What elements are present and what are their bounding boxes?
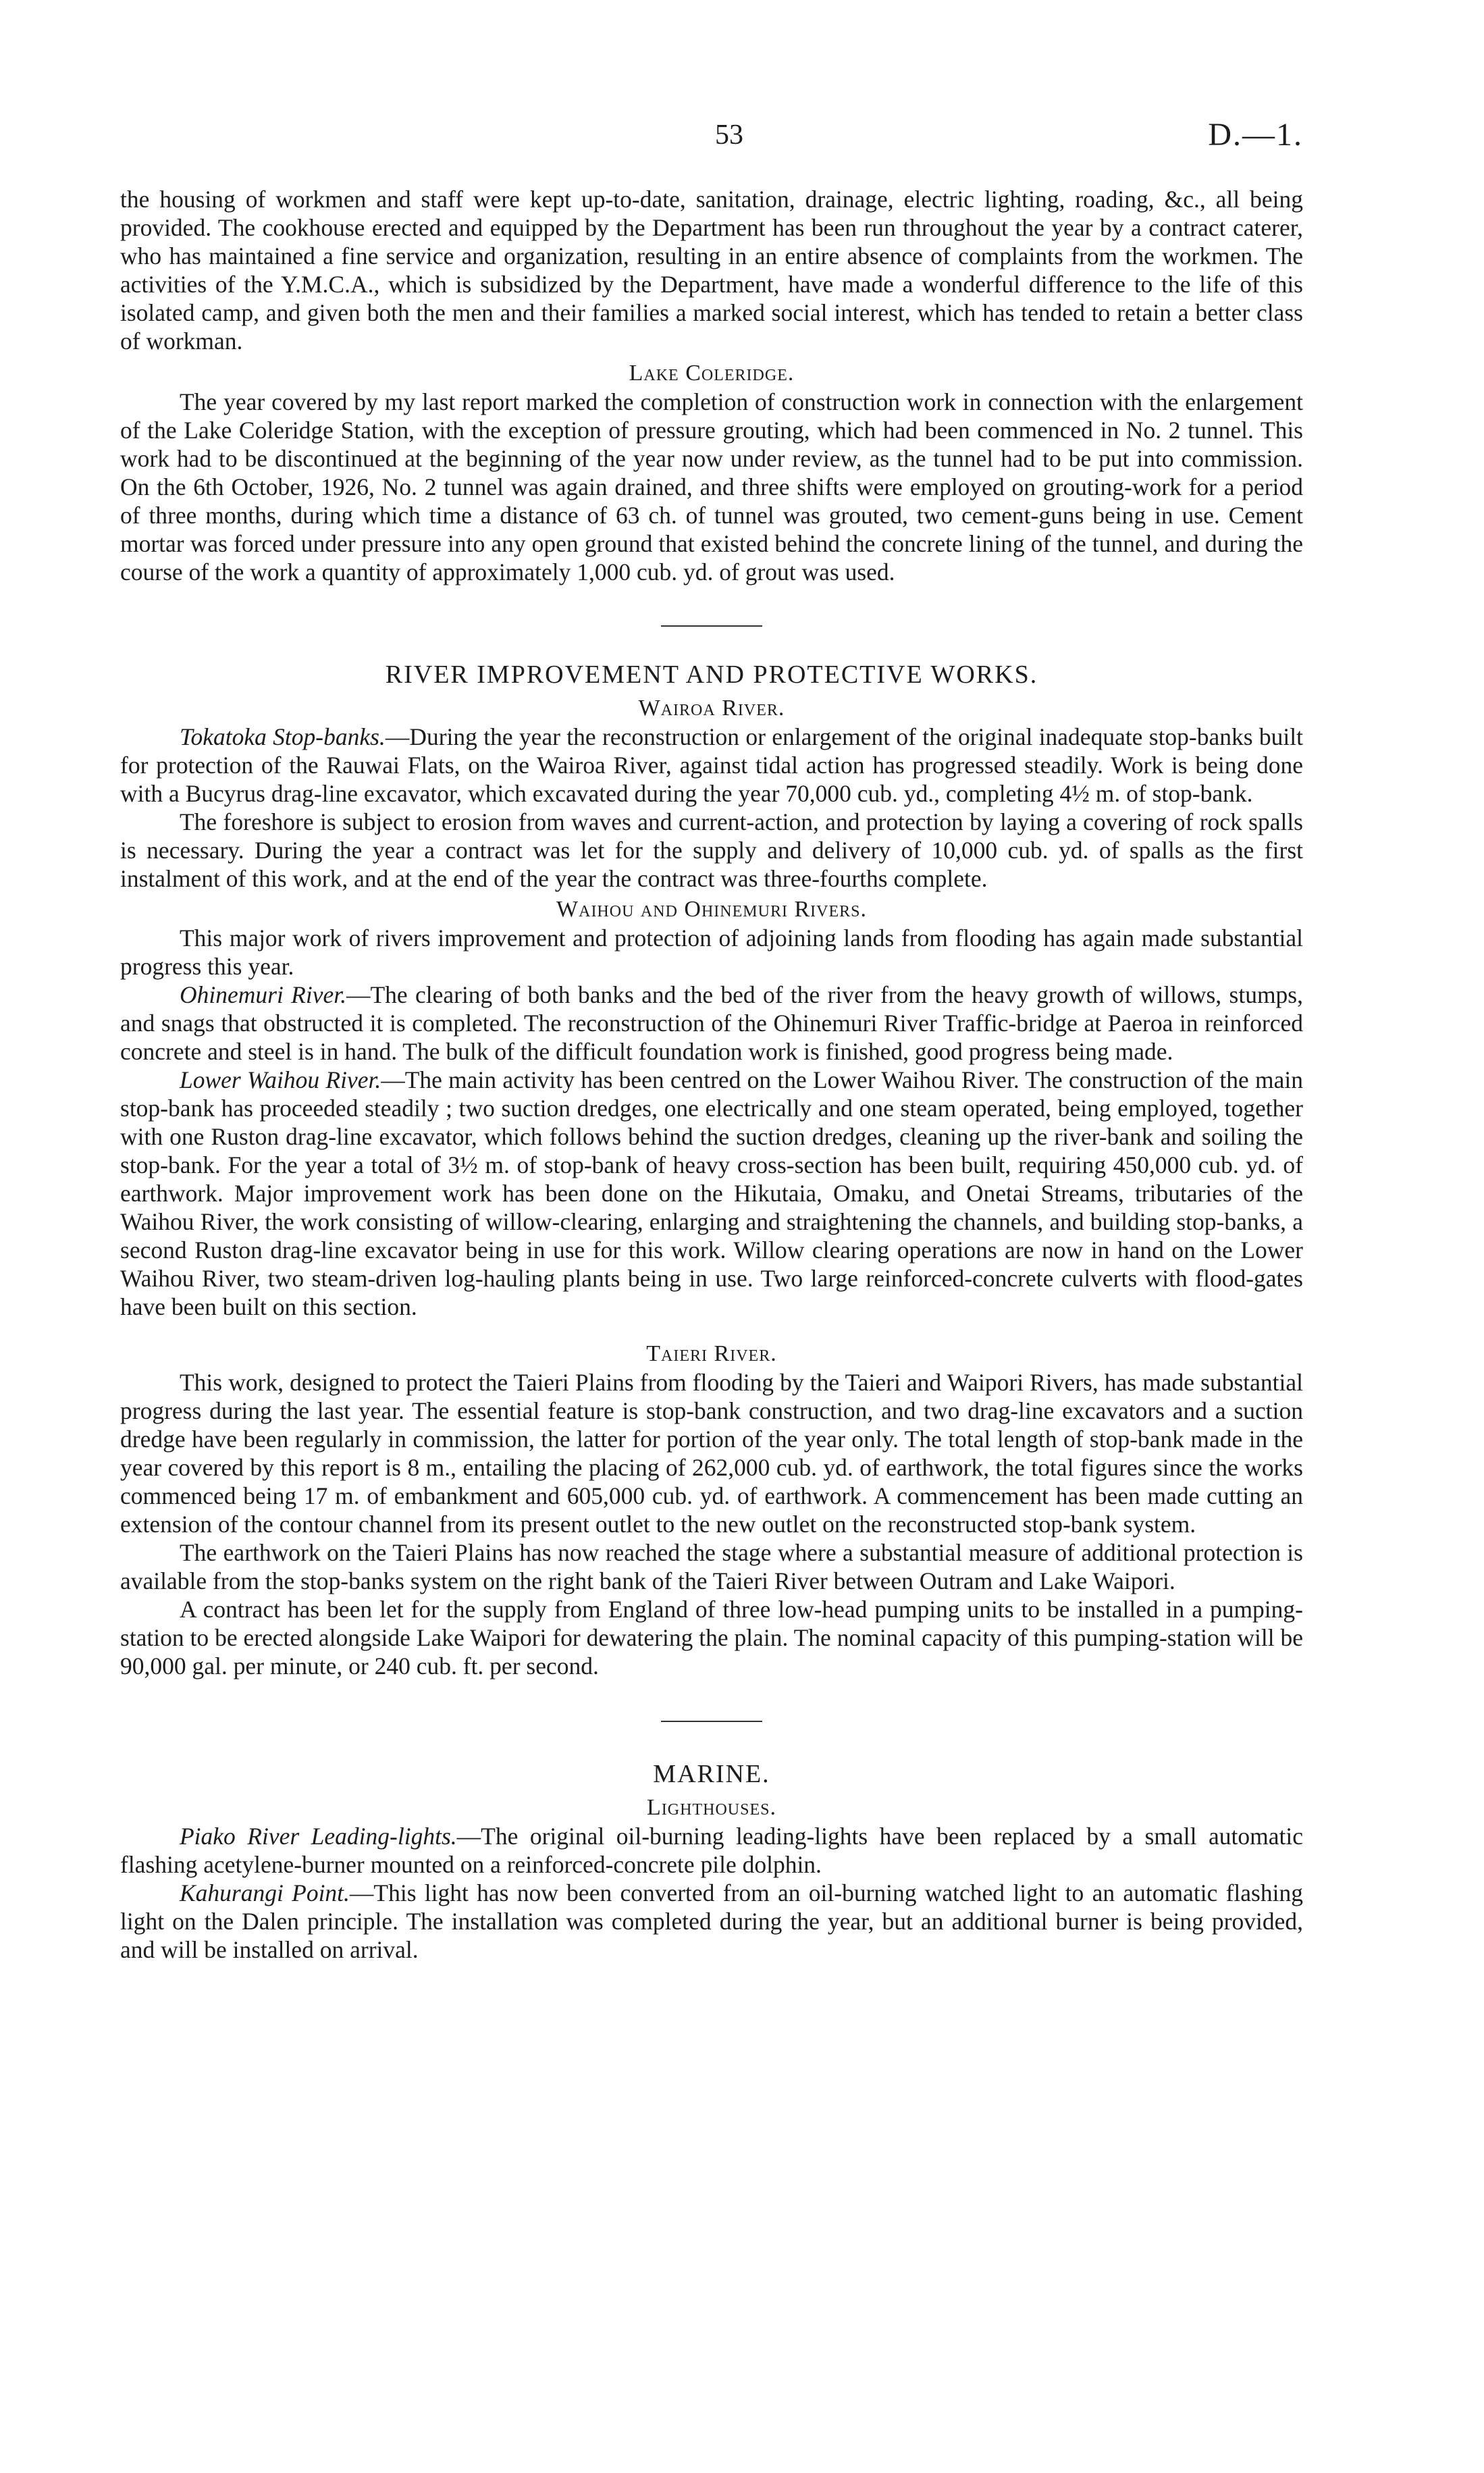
waihou-intro: This major work of rivers improvement and protection of adjoining lands from flooding has again made substantial progress this year.	[120, 925, 1303, 980]
intro-paragraph: the housing of workmen and staff were kept up-to-date, sanitation, drainage, electric lighting, roading, &c., all being provided. The cookhouse erected and equipped by the Department has been run throughout the year by a contract caterer, who has maintained a fine service and organization, resulting in an entire absence of complaints from the workmen. The activities of the Y.M.C.A., which is subsidized by the Department, have made a wonderful difference to the life of this isolated camp, and given both the men and their families a marked social interest, which has tended to retain a better class of workman.	[120, 186, 1303, 355]
ohinemuri-lead: Ohinemuri River.	[180, 981, 346, 1008]
lake-coleridge-heading: Lake Coleridge.	[629, 361, 795, 386]
river-works-title: RIVER IMPROVEMENT AND PROTECTIVE WORKS.	[385, 660, 1038, 689]
waihou-heading: Waihou and Ohinemuri Rivers.	[556, 897, 867, 922]
text-column	[120, 185, 1303, 1964]
tokatoka-lead: Tokatoka Stop-banks.	[180, 723, 386, 750]
taieri-heading: Taieri River.	[646, 1341, 777, 1366]
kahurangi-lead: Kahurangi Point.	[180, 1879, 350, 1906]
wairoa-heading: Wairoa River.	[638, 696, 785, 721]
ohinemuri-text: —The clearing of both banks and the bed of the river from the heavy growth of willows, stumps, and snags that obstructed it is completed. The reconstruction of the Ohinemuri River Traffic-bridge at Paeroa in reinforced concrete and steel is in hand. The bulk of the difficult foundation work is finished, good progress being made.	[120, 981, 1303, 1065]
taieri-paragraph-3: A contract has been let for the supply from England of three low-head pumping units to be installed in a pumping-station to be erected alongside Lake Waipori for dewatering the plain. The nominal capacity of this pumping-station will be 90,000 gal. per minute, or 240 cub. ft. per second.	[120, 1596, 1303, 1680]
section-divider	[661, 625, 762, 627]
kahurangi-paragraph	[120, 1879, 1303, 1964]
marine-title: MARINE.	[653, 1760, 770, 1788]
tokatoka-text: —During the year the reconstruction or enlargement of the original inadequate stop-banks built for protection of the Rauwai Flats, on the Wairoa River, against tidal action has progressed steadily. Work is being done with a Bucyrus drag-line excavator, which excavated during the year 70,000 cub. yd., completing 4½ m. of stop-bank.	[120, 723, 1303, 807]
lower-waihou-lead: Lower Waihou River.	[180, 1066, 381, 1093]
lake-coleridge-paragraph: The year covered by my last report marked the completion of construction work in connection with the enlargement of the Lake Coleridge Station, with the exception of pressure grouting, which had been commenced in No. 2 tunnel. This work had to be discontinued at the beginning of the year now under review, as the tunnel had to be put into commission. On the 6th October, 1926, No. 2 tunnel was again drained, and three shifts were employed on grouting-work for a period of three months, during which time a distance of 63 ch. of tunnel was grouted, two cement-guns being in use. Cement mortar was forced under pressure into any open ground that existed behind the concrete lining of the tunnel, and during the course of the work a quantity of approximately 1,000 cub. yd. of grout was used.	[120, 388, 1303, 585]
lighthouses-heading: Lighthouses.	[647, 1795, 776, 1820]
piako-paragraph	[120, 1822, 1303, 1879]
piako-lead: Piako River Leading-lights.	[180, 1823, 457, 1850]
document-code: D.—1.	[1208, 117, 1303, 153]
tokatoka-paragraph	[120, 723, 1303, 808]
taieri-paragraph-1: This work, designed to protect the Taieri Plains from flooding by the Taieri and Waipori Rivers, has made substantial progress during the last year. The essential feature is stop-bank construction, and two drag-line excavators and a suction dredge have been regularly in commission, the latter for portion of the year only. The total length of stop-bank made in the year covered by this report is 8 m., entailing the placing of 262,000 cub. yd. of earthwork, the total figures since the works commenced being 17 m. of embankment and 605,000 cub. yd. of earthwork. A commencement has been made cutting an extension of the contour channel from its present outlet to the new outlet on the reconstructed stop-bank system.	[120, 1369, 1303, 1538]
taieri-paragraph-2: The earthwork on the Taieri Plains has now reached the stage where a substantial measure of additional protection is available from the stop-banks system on the right bank of the Taieri River between Outram and Lake Waipori.	[120, 1539, 1303, 1594]
page-number: 53	[715, 120, 743, 151]
piako-text: —The original oil-burning leading-lights have been replaced by a small automatic flashing acetylene-burner mounted on a reinforced-concrete pile dolphin.	[120, 1823, 1303, 1878]
section-divider	[661, 1721, 762, 1722]
lower-waihou-paragraph	[120, 1066, 1303, 1321]
kahurangi-text: —This light has now been converted from an oil-burning watched light to an automatic flashing light on the Dalen principle. The installation was completed during the year, but an additional burner is being provided, and will be installed on arrival.	[120, 1879, 1303, 1963]
foreshore-paragraph: The foreshore is subject to erosion from waves and current-action, and protection by laying a covering of rock spalls is necessary. During the year a contract was let for the supply and delivery of 10,000 cub. yd. of spalls as the first instalment of this work, and at the end of the year the contract was three-fourths complete.	[120, 808, 1303, 892]
ohinemuri-paragraph	[120, 981, 1303, 1066]
lower-waihou-text: —The main activity has been centred on the Lower Waihou River. The construction of the main stop-bank has proceeded steadily ; two suction dredges, one electrically and one steam operated, being employed, together with one Ruston drag-line excavator, which follows behind the suction dredges, cleaning up the river-bank and soiling the stop-bank. For the year a total of 3½ m. of stop-bank of heavy cross-section has been built, requiring 450,000 cub. yd. of earthwork. Major improvement work has been done on the Hikutaia, Omaku, and Onetai Streams, tributaries of the Waihou River, the work consisting of willow-clearing, enlarging and straightening the channels, and building stop-banks, a second Ruston drag-line excavator being in use for this work. Willow clearing operations are now in hand on the Lower Waihou River, two steam-driven log-hauling plants being in use. Two large reinforced-concrete culverts with flood-gates have been built on this section.	[120, 1066, 1303, 1320]
